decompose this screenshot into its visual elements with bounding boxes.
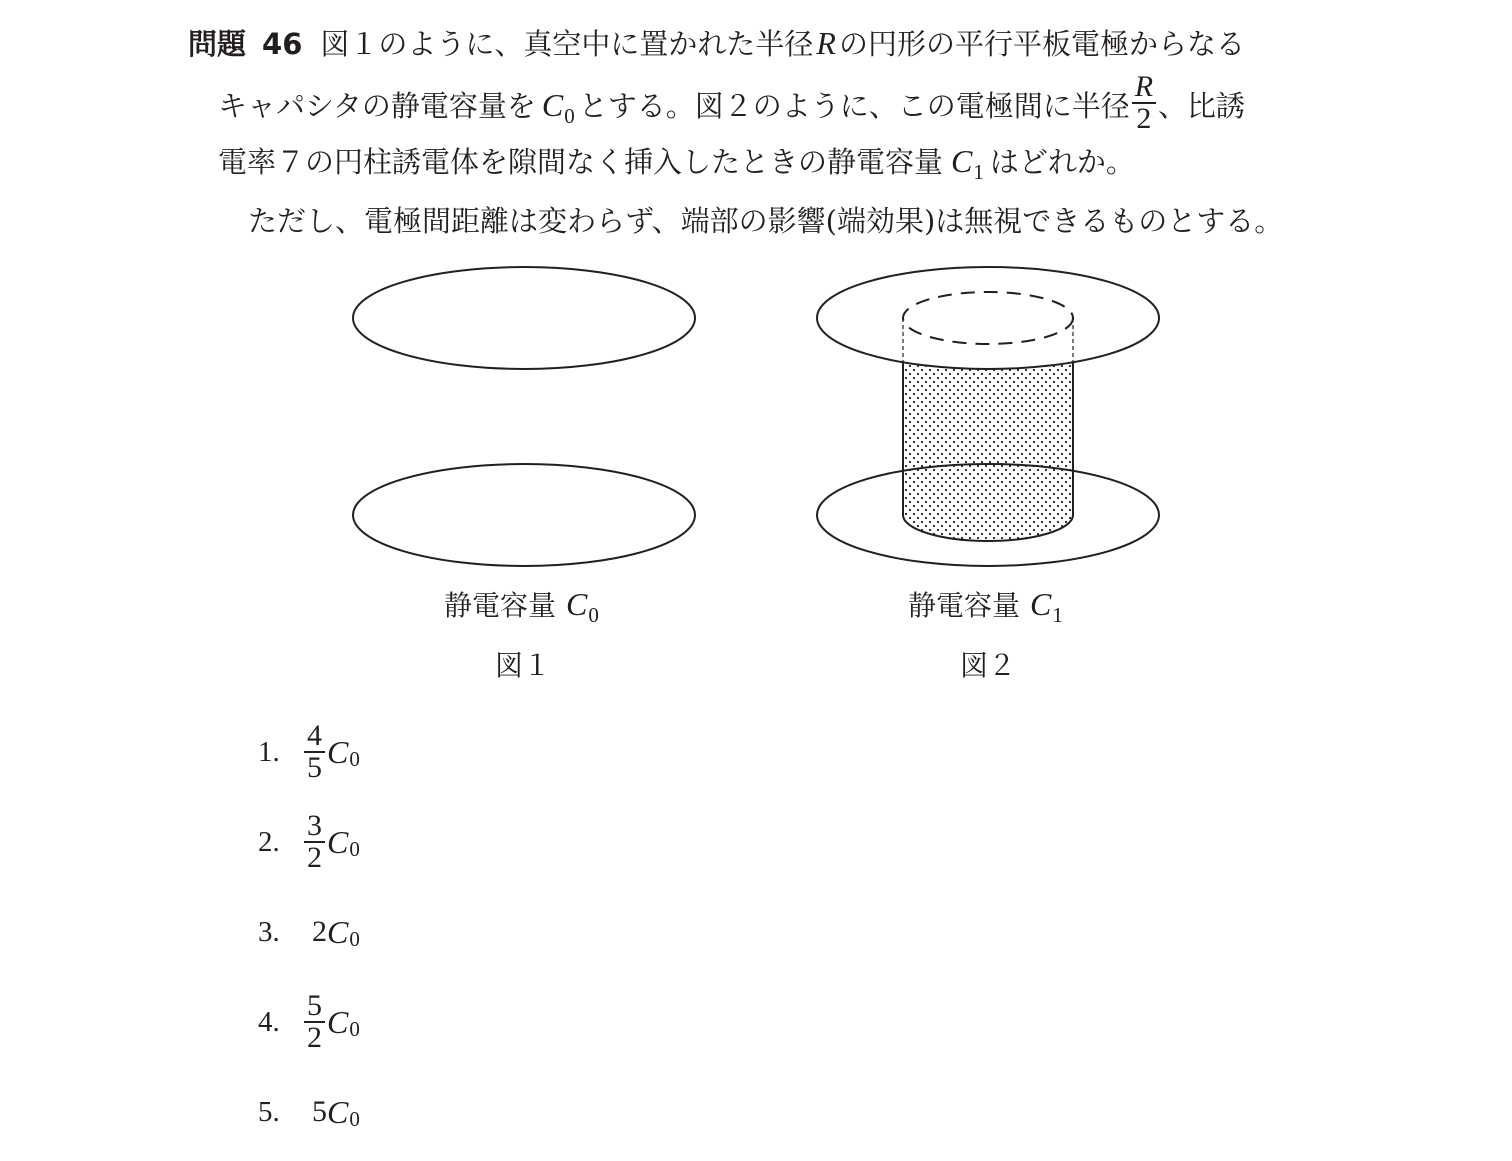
choice-5-index: 5. [258, 1095, 280, 1128]
half-radius-denominator: 2 [1136, 102, 1152, 135]
choice-2-expression [302, 811, 360, 873]
choice-1-fraction [304, 721, 325, 783]
choice-4-fraction [304, 991, 325, 1053]
question-text-1a: 図１のように、真空中に置かれた半径 [320, 27, 814, 61]
choice-5-coefficient: 5 [312, 1095, 327, 1128]
choice-3-index: 3. [258, 915, 280, 948]
choice-2[interactable] [258, 802, 360, 882]
question-text-3b: はどれか。 [989, 145, 1135, 179]
choice-1-denominator: 5 [307, 751, 322, 784]
figure-2-caption-sub: 1 [1052, 603, 1063, 627]
half-radius-numerator: R [1132, 72, 1156, 104]
figure-1-title: 図１ [495, 649, 552, 682]
choice-4-numerator: 5 [304, 991, 325, 1023]
choice-4[interactable] [258, 982, 360, 1062]
figure-1-capacitor-icon [353, 267, 695, 566]
figure-2-top-plate [817, 267, 1159, 369]
choice-3[interactable] [258, 892, 360, 972]
choice-1-numerator: 4 [304, 721, 325, 753]
choice-2-var: C [327, 823, 349, 860]
question-text-4: ただし、電極間距離は変わらず、端部の影響(端効果)は無視できるものとする。 [248, 204, 1284, 238]
choice-4-sub: 0 [349, 1016, 360, 1041]
choice-2-numerator: 3 [304, 811, 325, 843]
figure-1-caption-var: C [566, 586, 588, 622]
choice-3-expression [302, 914, 360, 951]
figure-1-top-plate [353, 267, 695, 369]
figure-2-title: 図２ [960, 649, 1017, 682]
choice-5-sub: 0 [349, 1106, 360, 1131]
choice-4-var: C [327, 1003, 349, 1040]
figure-1-caption [444, 584, 599, 627]
figure-2-caption-var: C [1030, 586, 1052, 622]
choice-3-var: C [327, 913, 349, 950]
choice-5[interactable] [258, 1072, 360, 1152]
question-text-1b: の円形の平行平板電極からなる [838, 27, 1245, 61]
choice-1-sub: 0 [349, 746, 360, 771]
choice-2-fraction [304, 811, 325, 873]
problem-number: 46 [262, 27, 303, 61]
choice-2-sub: 0 [349, 836, 360, 861]
c0-var: C [541, 87, 564, 123]
choice-5-var: C [327, 1093, 349, 1130]
question-text-2b: とする。図２のように、この電極間に半径 [578, 89, 1130, 123]
figure-2-capacitor-icon [817, 267, 1159, 566]
question-text-2a: キャパシタの静電容量を [218, 89, 536, 123]
figure-1-caption-sub: 0 [588, 603, 599, 627]
figure-2-caption [908, 584, 1063, 627]
choice-2-denominator: 2 [307, 841, 322, 874]
c1-sub: 1 [973, 160, 984, 184]
choice-1-var: C [327, 733, 349, 770]
choice-3-coefficient: 2 [312, 915, 327, 948]
c1-var: C [951, 143, 973, 179]
choice-2-index: 2. [258, 825, 280, 858]
choice-1-expression [302, 721, 360, 783]
choice-5-expression [302, 1094, 360, 1131]
choice-3-sub: 0 [349, 926, 360, 951]
radius-variable: R [816, 25, 836, 61]
choice-4-denominator: 2 [307, 1021, 322, 1054]
figure-1-bottom-plate [353, 464, 695, 566]
choice-4-expression [302, 991, 360, 1053]
choice-4-index: 4. [258, 1005, 280, 1038]
figure-1-caption-label: 静電容量 [444, 589, 557, 622]
question-text-3a: 電率７の円柱誘電体を隙間なく挿入したときの静電容量 [218, 145, 944, 179]
c0-sub: 0 [564, 104, 575, 128]
problem-label: 問題 [188, 27, 247, 61]
figure-1-caption-symbol [566, 586, 599, 627]
choice-1[interactable] [258, 712, 360, 792]
figure-2-caption-label: 静電容量 [908, 589, 1021, 622]
figure-2-caption-symbol [1030, 586, 1063, 627]
choice-1-index: 1. [258, 735, 280, 768]
question-text-2c: 、比誘 [1158, 89, 1246, 123]
